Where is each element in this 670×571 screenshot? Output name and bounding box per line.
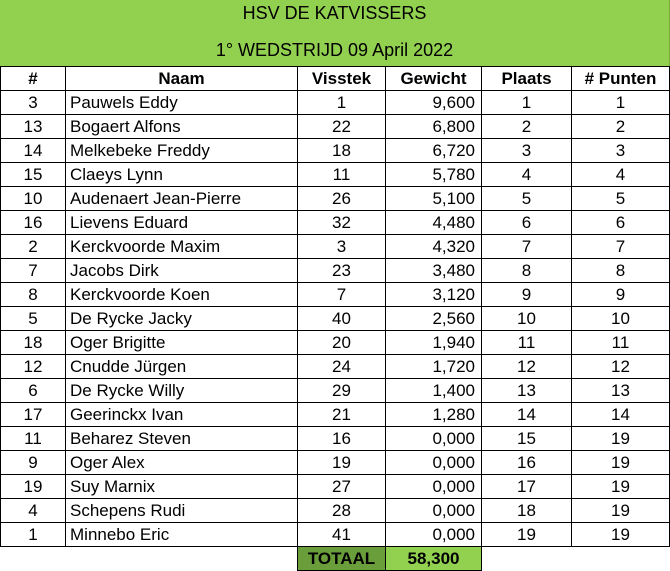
cell-punten: 3	[572, 139, 670, 163]
cell-punten: 5	[572, 187, 670, 211]
table-row	[1, 499, 670, 523]
cell-plaats: 11	[482, 331, 572, 355]
cell-visstek: 1	[298, 91, 386, 115]
cell-punten: 19	[572, 451, 670, 475]
cell-number: 7	[1, 259, 66, 283]
table-row	[1, 163, 670, 187]
cell-gewicht: 5,780	[386, 163, 482, 187]
col-plaats: Plaats	[482, 67, 572, 91]
cell-plaats: 19	[482, 523, 572, 547]
cell-gewicht: 1,720	[386, 355, 482, 379]
cell-plaats: 3	[482, 139, 572, 163]
cell-gewicht: 4,480	[386, 211, 482, 235]
cell-punten: 7	[572, 235, 670, 259]
cell-naam: Cnudde Jürgen	[66, 355, 298, 379]
cell-punten: 14	[572, 403, 670, 427]
competition-title: 1° WEDSTRIJD 09 April 2022	[215, 40, 454, 60]
cell-number: 15	[1, 163, 66, 187]
cell-plaats: 7	[482, 235, 572, 259]
cell-punten: 4	[572, 163, 670, 187]
cell-visstek: 21	[298, 403, 386, 427]
cell-number: 12	[1, 355, 66, 379]
cell-plaats: 15	[482, 427, 572, 451]
cell-naam: Beharez Steven	[66, 427, 298, 451]
table-row	[1, 283, 670, 307]
cell-visstek: 41	[298, 523, 386, 547]
cell-visstek: 26	[298, 187, 386, 211]
total-label: TOTAAL	[298, 547, 386, 571]
cell-gewicht: 0,000	[386, 451, 482, 475]
table-row	[1, 523, 670, 547]
cell-number: 11	[1, 427, 66, 451]
cell-number: 14	[1, 139, 66, 163]
cell-naam: Jacobs Dirk	[66, 259, 298, 283]
results-table	[0, 66, 670, 571]
cell-plaats: 12	[482, 355, 572, 379]
cell-visstek: 27	[298, 475, 386, 499]
cell-plaats: 17	[482, 475, 572, 499]
cell-punten: 8	[572, 259, 670, 283]
cell-naam: Kerckvoorde Koen	[66, 283, 298, 307]
cell-visstek: 32	[298, 211, 386, 235]
table-row	[1, 211, 670, 235]
table-row	[1, 259, 670, 283]
cell-naam: Oger Alex	[66, 451, 298, 475]
cell-gewicht: 5,100	[386, 187, 482, 211]
cell-plaats: 18	[482, 499, 572, 523]
cell-punten: 2	[572, 115, 670, 139]
cell-number: 13	[1, 115, 66, 139]
cell-plaats: 14	[482, 403, 572, 427]
cell-gewicht: 6,800	[386, 115, 482, 139]
col-visstek: Visstek	[298, 67, 386, 91]
table-row	[1, 451, 670, 475]
cell-plaats: 4	[482, 163, 572, 187]
cell-gewicht: 0,000	[386, 427, 482, 451]
table-row	[1, 139, 670, 163]
cell-visstek: 22	[298, 115, 386, 139]
cell-number: 4	[1, 499, 66, 523]
cell-plaats: 8	[482, 259, 572, 283]
cell-gewicht: 0,000	[386, 523, 482, 547]
club-title: HSV DE KATVISSERS	[242, 3, 427, 23]
cell-gewicht: 4,320	[386, 235, 482, 259]
cell-naam: Schepens Rudi	[66, 499, 298, 523]
table-row	[1, 475, 670, 499]
cell-naam: Geerinckx Ivan	[66, 403, 298, 427]
cell-number: 1	[1, 523, 66, 547]
cell-visstek: 16	[298, 427, 386, 451]
cell-number: 10	[1, 187, 66, 211]
cell-naam: Bogaert Alfons	[66, 115, 298, 139]
cell-punten: 12	[572, 355, 670, 379]
total-value: 58,300	[386, 547, 482, 571]
table-row	[1, 235, 670, 259]
cell-naam: De Rycke Jacky	[66, 307, 298, 331]
table-row	[1, 187, 670, 211]
cell-plaats: 9	[482, 283, 572, 307]
table-row	[1, 115, 670, 139]
cell-gewicht: 6,720	[386, 139, 482, 163]
cell-punten: 19	[572, 427, 670, 451]
cell-number: 16	[1, 211, 66, 235]
table-row	[1, 355, 670, 379]
col-punten: # Punten	[572, 67, 670, 91]
cell-punten: 19	[572, 499, 670, 523]
cell-naam: Oger Brigitte	[66, 331, 298, 355]
cell-visstek: 3	[298, 235, 386, 259]
cell-number: 18	[1, 331, 66, 355]
cell-visstek: 18	[298, 139, 386, 163]
cell-plaats: 1	[482, 91, 572, 115]
cell-visstek: 7	[298, 283, 386, 307]
table-row	[1, 427, 670, 451]
total-row	[1, 547, 670, 571]
cell-gewicht: 0,000	[386, 475, 482, 499]
cell-plaats: 10	[482, 307, 572, 331]
header-row	[1, 67, 670, 91]
cell-number: 9	[1, 451, 66, 475]
table-row	[1, 91, 670, 115]
cell-punten: 9	[572, 283, 670, 307]
cell-plaats: 16	[482, 451, 572, 475]
cell-naam: De Rycke Willy	[66, 379, 298, 403]
cell-punten: 19	[572, 523, 670, 547]
cell-gewicht: 3,120	[386, 283, 482, 307]
cell-number: 3	[1, 91, 66, 115]
col-naam: Naam	[66, 67, 298, 91]
cell-number: 19	[1, 475, 66, 499]
cell-visstek: 24	[298, 355, 386, 379]
table-row	[1, 379, 670, 403]
cell-naam: Claeys Lynn	[66, 163, 298, 187]
cell-visstek: 11	[298, 163, 386, 187]
col-number: #	[1, 67, 66, 91]
cell-gewicht: 9,600	[386, 91, 482, 115]
cell-punten: 13	[572, 379, 670, 403]
cell-punten: 1	[572, 91, 670, 115]
cell-plaats: 13	[482, 379, 572, 403]
cell-punten: 10	[572, 307, 670, 331]
cell-punten: 6	[572, 211, 670, 235]
cell-visstek: 28	[298, 499, 386, 523]
col-gewicht: Gewicht	[386, 67, 482, 91]
table-row	[1, 403, 670, 427]
cell-gewicht: 0,000	[386, 499, 482, 523]
cell-naam: Lievens Eduard	[66, 211, 298, 235]
cell-punten: 19	[572, 475, 670, 499]
cell-number: 8	[1, 283, 66, 307]
cell-plaats: 6	[482, 211, 572, 235]
cell-naam: Suy Marnix	[66, 475, 298, 499]
cell-naam: Kerckvoorde Maxim	[66, 235, 298, 259]
table-row	[1, 307, 670, 331]
cell-visstek: 23	[298, 259, 386, 283]
cell-naam: Pauwels Eddy	[66, 91, 298, 115]
cell-gewicht: 1,940	[386, 331, 482, 355]
cell-naam: Melkebeke Freddy	[66, 139, 298, 163]
cell-gewicht: 3,480	[386, 259, 482, 283]
cell-naam: Audenaert Jean-Pierre	[66, 187, 298, 211]
cell-number: 2	[1, 235, 66, 259]
table-row	[1, 331, 670, 355]
cell-visstek: 19	[298, 451, 386, 475]
cell-plaats: 2	[482, 115, 572, 139]
cell-punten: 11	[572, 331, 670, 355]
cell-visstek: 20	[298, 331, 386, 355]
cell-gewicht: 1,400	[386, 379, 482, 403]
cell-gewicht: 1,280	[386, 403, 482, 427]
cell-visstek: 29	[298, 379, 386, 403]
cell-number: 6	[1, 379, 66, 403]
cell-visstek: 40	[298, 307, 386, 331]
cell-gewicht: 2,560	[386, 307, 482, 331]
cell-plaats: 5	[482, 187, 572, 211]
cell-number: 17	[1, 403, 66, 427]
cell-number: 5	[1, 307, 66, 331]
sheet-header	[0, 0, 670, 66]
cell-naam: Minnebo Eric	[66, 523, 298, 547]
